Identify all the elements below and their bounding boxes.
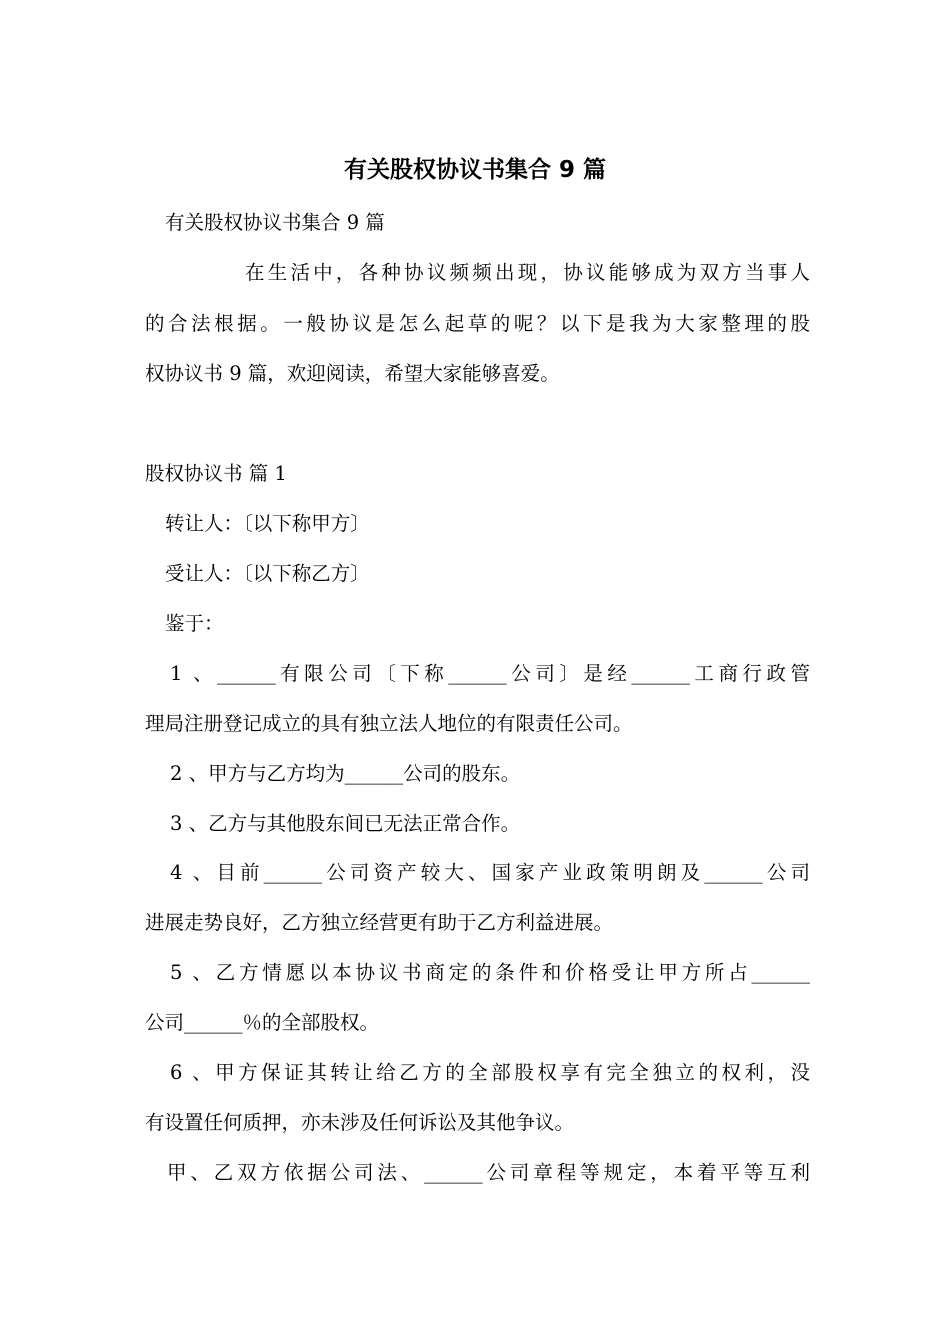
clause-3-line: 3 、乙方与其他股东间已无法正常合作。	[170, 812, 521, 835]
clause-1-line-2: 理局注册登记成立的具有独立法人地位的有限责任公司。	[145, 712, 633, 735]
clause-4-line-2: 进展走势良好，乙方独立经营更有助于乙方利益进展。	[145, 911, 614, 934]
transferor-line: 转让人：〔以下称甲方〕	[165, 512, 370, 535]
clause-6-line-1: 6 、甲方保证其转让给乙方的全部股权享有完全独立的权利，没	[170, 1061, 810, 1084]
clause-5-line-2: 公司______％的全部股权。	[145, 1011, 380, 1034]
clause-4-line-1: 4 、目前______公司资产较大、国家产业政策明朗及______公司	[170, 861, 810, 884]
clause-2-line: 2 、甲方与乙方均为______公司的股东。	[170, 762, 521, 785]
intro-line-2: 的合法根据。一般协议是怎么起草的呢？以下是我为大家整理的股	[145, 312, 810, 335]
clause-1-line-1: 1 、______有限公司〔下称______公司〕是经______工商行政管	[170, 662, 810, 685]
intro-line-1: 在生活中，各种协议频频出现，协议能够成为双方当事人	[245, 261, 810, 284]
document-title: 有关股权协议书集合 9 篇	[343, 157, 607, 183]
subtitle-line: 有关股权协议书集合 9 篇	[165, 211, 385, 234]
whereas-line: 鉴于：	[165, 612, 224, 635]
agreement-paragraph-line: 甲、乙双方依据公司法、______公司章程等规定，本着平等互利	[167, 1161, 810, 1184]
clause-6-line-2: 有设置任何质押，亦未涉及任何诉讼及其他争议。	[145, 1111, 575, 1134]
transferee-line: 受让人：〔以下称乙方〕	[165, 562, 370, 585]
section-heading: 股权协议书 篇 1	[145, 462, 287, 485]
clause-5-line-1: 5 、乙方情愿以本协议书商定的条件和价格受让甲方所占______	[170, 961, 810, 984]
intro-line-3: 权协议书 9 篇，欢迎阅读，希望大家能够喜爱。	[145, 362, 560, 385]
